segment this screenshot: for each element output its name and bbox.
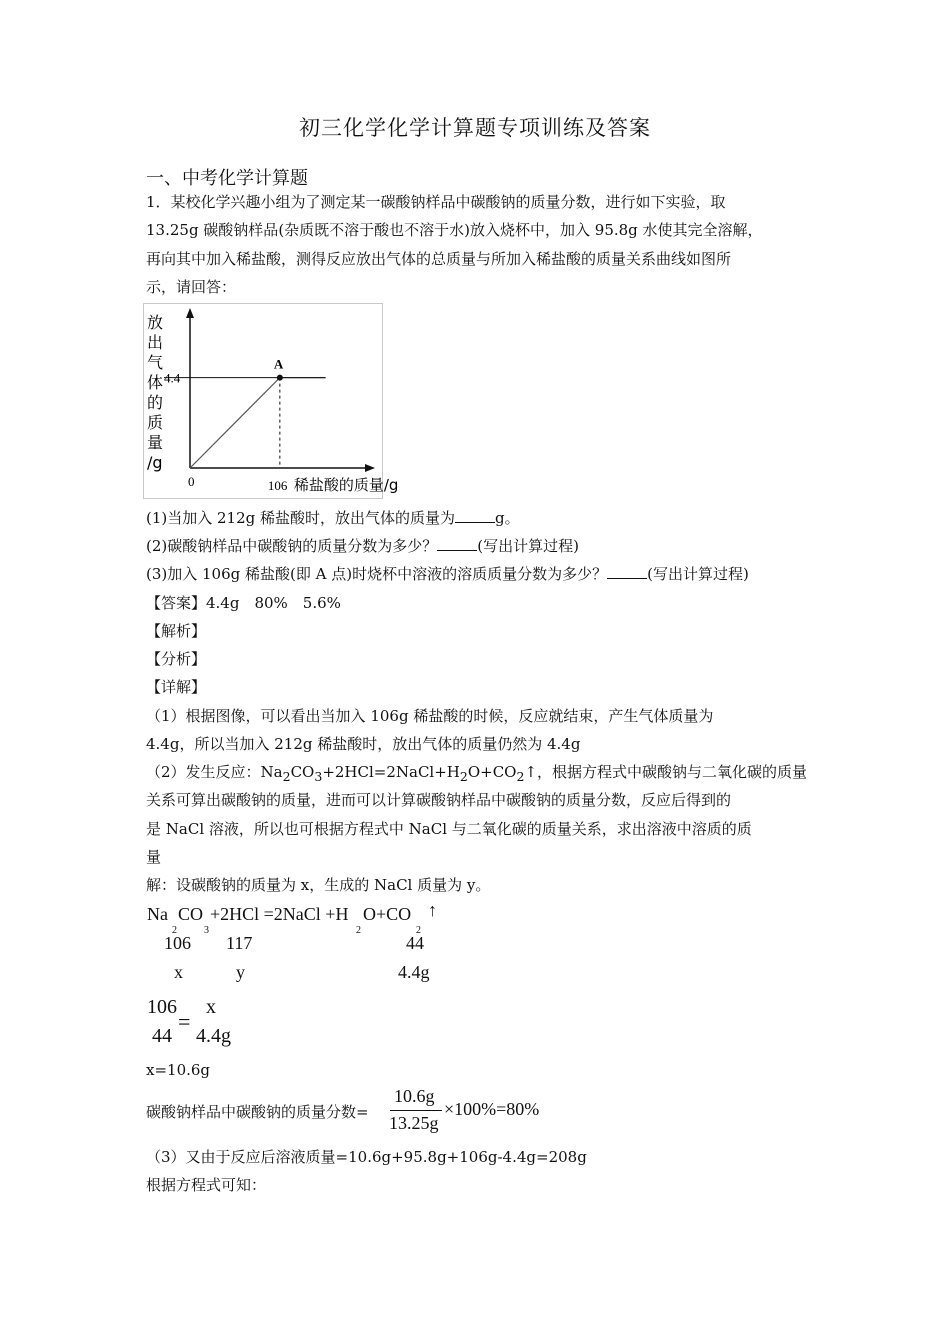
q3-blank: [607, 564, 647, 579]
question-line-3: 再向其中加入稀盐酸，测得反应放出气体的总质量与所加入稀盐酸的质量关系曲线如图所: [146, 250, 732, 268]
y-label-char: 量: [147, 433, 164, 452]
detail-p3: （3）又由于反应后溶液质量=10.6g+95.8g+106g-4.4g=208g: [146, 1148, 587, 1166]
y-tick-label: 4.4: [164, 370, 181, 386]
eq-arrow: ↑: [428, 900, 437, 920]
detail-p2-line1: [146, 762, 807, 787]
q2-note: (写出计算过程): [477, 537, 579, 555]
detail-p2-line2: 关系可算出碳酸钠的质量，进而可以计算碳酸钠样品中碳酸钠的质量分数，反应后得到的: [146, 791, 732, 809]
question-line-2: 13.25g 碳酸钠样品(杂质既不溶于酸也不溶于水)放入烧杯中，加入 95.8g 水使其完全溶解，: [146, 221, 763, 239]
p2-sub1: 2: [282, 769, 291, 784]
q1-text: (1)当加入 212g 稀盐酸时，放出气体的质量为: [146, 509, 456, 527]
eq-sub-3: 3: [204, 925, 209, 936]
series-line: [190, 378, 326, 468]
data-point-a: [277, 375, 283, 381]
y-label-char: 气: [147, 353, 164, 372]
eq-sub-2c: 2: [416, 925, 421, 936]
ratio-num-right: x: [206, 996, 216, 1018]
x-axis-arrow: [365, 464, 375, 472]
q3-note: (写出计算过程): [647, 565, 749, 583]
q1-blank: [455, 508, 495, 523]
eq-o-co: O+CO: [363, 904, 412, 924]
eq-mass-2: 117: [226, 933, 253, 953]
q2-text: (2)碳酸钠样品中碳酸钠的质量分数为多少？: [146, 537, 438, 555]
y-label-char: /g: [147, 453, 163, 472]
x-tick-label: 106: [267, 478, 288, 493]
gas-mass-chart: [143, 303, 399, 499]
eq-rest: +2HCl =2NaCl +H: [210, 904, 349, 924]
detail-p2-line4: 量: [146, 848, 162, 866]
sub-question-2: [146, 536, 579, 556]
y-label-char: 放: [147, 313, 164, 332]
eq-mass-3: 44: [406, 933, 424, 953]
eq-mass-1: 106: [164, 933, 191, 953]
y-label-char: 出: [147, 333, 164, 352]
detail-p2-line3: 是 NaCl 溶液，所以也可根据方程式中 NaCl 与二氧化碳的质量关系，求出溶液中溶质的质: [146, 820, 752, 838]
detail-p1-line2: 4.4g，所以当加入 212g 稀盐酸时，放出气体的质量仍然为 4.4g: [146, 735, 581, 753]
sub-question-1: [146, 508, 520, 528]
eq-var-x: x: [174, 962, 183, 982]
eq-var-44g: 4.4g: [398, 962, 430, 982]
q2-blank: [437, 536, 477, 551]
p2-mid2: +2HCl=2NaCl+H: [322, 763, 460, 781]
detail-label: 【详解】: [146, 678, 207, 696]
p2-post: ↑，根据方程式中碳酸钠与二氧化碳的质量: [524, 763, 808, 781]
x-result: x=10.6g: [146, 1061, 211, 1079]
fraction-tail: ×100%=80%: [444, 1099, 540, 1119]
eq-sub-2b: 2: [356, 925, 361, 936]
question-line-4: 示，请回答：: [146, 278, 237, 296]
q3-text: (3)加入 106g 稀盐酸(即 A 点)时烧杯中溶液的溶质质量分数为多少？: [146, 565, 608, 583]
y-label-char: 体: [147, 373, 164, 392]
chart-svg: [144, 304, 399, 498]
detail-p3b: 根据方程式可知：: [146, 1176, 267, 1194]
page-title: 初三化学化学计算题专项训练及答案: [299, 116, 651, 140]
detail-p1-line1: （1）根据图像，可以看出当加入 106g 稀盐酸的时候，反应就结束，产生气体质量为: [146, 707, 714, 725]
answer-line: 【答案】4.4g 80% 5.6%: [146, 594, 341, 612]
section-heading: 一、中考化学计算题: [146, 168, 308, 189]
p2-sub2: 3: [314, 769, 323, 784]
fraction-num: 10.6g: [394, 1086, 435, 1106]
p2-sub4: 2: [516, 769, 525, 784]
p2-sub3: 2: [459, 769, 468, 784]
p2-pre: （2）发生反应：Na: [146, 763, 283, 781]
fraction-den: 13.25g: [389, 1113, 439, 1133]
p2-mid3: O+CO: [467, 763, 517, 781]
origin-label: 0: [188, 474, 195, 489]
y-label-char: 质: [147, 413, 164, 432]
solve-line: 解：设碳酸钠的质量为 x，生成的 NaCl 质量为 y。: [146, 876, 491, 894]
sub-question-3: [146, 564, 749, 584]
ratio-den-left: 44: [152, 1025, 172, 1047]
fraction-label: 碳酸钠样品中碳酸钠的质量分数=: [146, 1103, 369, 1121]
y-axis-arrow: [186, 308, 194, 318]
p2-mid1: CO: [290, 763, 315, 781]
fenxi-label: 【分析】: [146, 650, 207, 668]
q1-unit: g。: [495, 509, 520, 527]
ratio-equals: =: [178, 1009, 191, 1034]
x-axis-label: 稀盐酸的质量/g: [293, 476, 399, 494]
question-line-1: 1．某校化学兴趣小组为了测定某一碳酸钠样品中碳酸钠的质量分数，进行如下实验，取: [146, 193, 726, 211]
fraction-bar: [390, 1110, 442, 1111]
point-a-label: A: [273, 356, 284, 372]
analysis-label: 【解析】: [146, 622, 207, 640]
eq-co: CO: [178, 904, 204, 924]
eq-var-y: y: [236, 962, 245, 982]
y-axis-label: [147, 313, 163, 472]
eq-na: Na: [147, 904, 168, 924]
eq-sub-2a: 2: [172, 925, 177, 936]
y-label-char: 的: [147, 393, 164, 412]
ratio-den-right: 4.4g: [196, 1025, 231, 1047]
ratio-num-left: 106: [147, 996, 177, 1018]
